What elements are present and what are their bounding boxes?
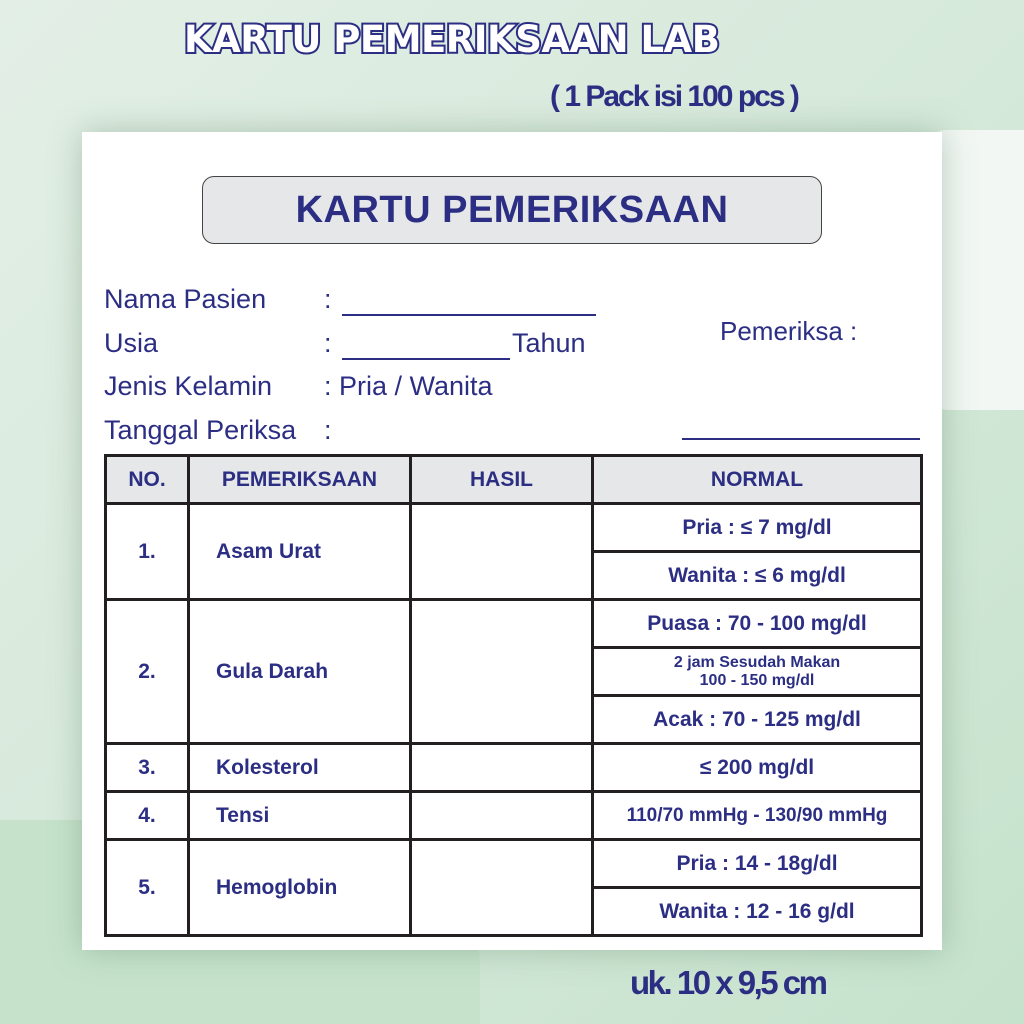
- table-row: [106, 504, 922, 552]
- normal-value: Pria : ≤ 7 mg/dl: [593, 504, 922, 552]
- hasil-cell[interactable]: [411, 840, 593, 936]
- jenis-kelamin-value: : Pria / Wanita: [324, 371, 493, 401]
- hasil-cell[interactable]: [411, 744, 593, 792]
- row-name: Kolesterol: [189, 744, 411, 792]
- label-nama: Nama Pasien: [104, 284, 267, 314]
- pemeriksa-line[interactable]: [682, 438, 920, 440]
- row-no: 5.: [106, 840, 189, 936]
- table-row: [106, 840, 922, 888]
- sep: :: [324, 328, 332, 358]
- sep: :: [324, 284, 332, 314]
- normal-value: ≤ 200 mg/dl: [593, 744, 922, 792]
- card-size: uk. 10 x 9,5 cm: [630, 964, 826, 1001]
- normal-line: 100 - 150 mg/dl: [699, 671, 815, 689]
- normal-value: 110/70 mmHg - 130/90 mmHg: [593, 792, 922, 840]
- normal-value: Pria : 14 - 18g/dl: [593, 840, 922, 888]
- label-pemeriksa: Pemeriksa :: [720, 316, 858, 346]
- label-tahun: Tahun: [512, 328, 586, 358]
- row-no: 4.: [106, 792, 189, 840]
- normal-line: 2 jam Sesudah Makan: [673, 653, 841, 671]
- header-normal: NORMAL: [593, 456, 922, 504]
- header-pemeriksaan: PEMERIKSAAN: [189, 456, 411, 504]
- row-no: 3.: [106, 744, 189, 792]
- label-jenis-kelamin: Jenis Kelamin: [104, 371, 273, 401]
- pack-info: ( 1 Pack isi 100 pcs ): [550, 80, 798, 113]
- normal-value: Acak : 70 - 125 mg/dl: [593, 696, 922, 744]
- header-no: NO.: [106, 456, 189, 504]
- exam-table: [104, 454, 923, 937]
- row-name: Tensi: [189, 792, 411, 840]
- row-name: Asam Urat: [189, 504, 411, 600]
- usia-line[interactable]: [342, 358, 510, 360]
- table-row: [106, 600, 922, 648]
- table-row: [106, 792, 922, 840]
- normal-value: Wanita : 12 - 16 g/dl: [593, 888, 922, 936]
- headline: KARTU PEMERIKSAAN LAB: [184, 18, 720, 61]
- row-no: 2.: [106, 600, 189, 744]
- normal-value: Puasa : 70 - 100 mg/dl: [593, 600, 922, 648]
- sep: :: [324, 415, 332, 445]
- nama-line[interactable]: [342, 314, 596, 316]
- row-name: Hemoglobin: [189, 840, 411, 936]
- card-title: KARTU PEMERIKSAAN: [202, 176, 822, 244]
- hasil-cell[interactable]: [411, 792, 593, 840]
- exam-card: [82, 132, 942, 950]
- label-usia: Usia: [104, 328, 159, 358]
- table-header: [106, 456, 922, 504]
- normal-value: [593, 648, 922, 696]
- hasil-cell[interactable]: [411, 600, 593, 744]
- hasil-cell[interactable]: [411, 504, 593, 600]
- normal-value: Wanita : ≤ 6 mg/dl: [593, 552, 922, 600]
- header-hasil: HASIL: [411, 456, 593, 504]
- label-tanggal: Tanggal Periksa: [104, 415, 297, 445]
- row-name: Gula Darah: [189, 600, 411, 744]
- row-no: 1.: [106, 504, 189, 600]
- table-row: [106, 744, 922, 792]
